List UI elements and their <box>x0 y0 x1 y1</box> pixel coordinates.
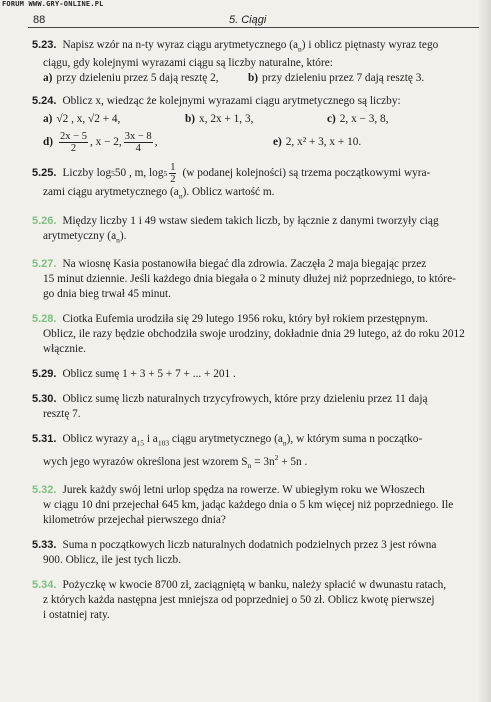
exercise-text: resztę 7. <box>43 407 81 420</box>
exercise-text: w ciągu 10 dni przejechał 645 km, jadąc każdego dnia o 5 km więcej niż poprzedniego. Ile <box>43 499 454 512</box>
exercise-text: ciągu, gdy kolejnymi wyrazami ciągu są liczby naturalne, które: <box>43 57 333 70</box>
exercise-text: Oblicz wyrazy a <box>62 432 137 445</box>
exercise-text: 15 minut dziennie. Jeśli każdego dnia biegała o 2 minuty dłużej niż poprzedniego, to które- <box>43 272 456 285</box>
exercise-5-30 <box>32 392 475 422</box>
exercise-text: i ostatniej raty. <box>43 609 110 622</box>
fraction: $\frac{2x - 5}{2}$ <box>60 131 87 155</box>
exercise-number: 5.26. <box>32 214 57 227</box>
exercise-text: z których każda następna jest mniejsza od poprzedniej o 50 zł. Oblicz kwotę pierwszej <box>43 594 435 607</box>
exercise-5-26 <box>32 214 475 247</box>
chapter-title: 5. Ciągi <box>229 14 267 26</box>
exercise-number: 5.32. <box>32 484 57 497</box>
page-header <box>0 13 491 27</box>
option-text: √2 , x, √2 + 4, <box>56 113 121 126</box>
subscript: n <box>282 438 287 447</box>
exercise-text: arytmetyczny (a <box>43 229 117 242</box>
exercise-text: 900. Oblicz, ile jest tych liczb. <box>43 554 182 567</box>
exercise-5-24 <box>32 94 475 154</box>
exercise-text: (w podanej kolejności) są trzema początkowymi wyra- <box>182 167 431 180</box>
page-number: 88 <box>33 14 46 26</box>
exercise-text: ciągu arytmetycznego (a <box>169 432 283 445</box>
option-label: c) <box>327 113 336 126</box>
exercise-text: go dnia bieg trwał 45 minut. <box>43 287 172 300</box>
exercise-text: 50 , m, log <box>114 167 164 180</box>
superscript: 2 <box>274 453 279 462</box>
exercise-list <box>32 38 475 631</box>
option-text: , x − 2, <box>89 136 122 149</box>
exercise-5-32 <box>32 483 475 528</box>
exercise-text: włącznie. <box>43 342 86 355</box>
exercise-number: 5.28. <box>32 312 57 325</box>
header-rule <box>28 27 479 28</box>
exercise-text: ), w którym suma n początko- <box>286 432 423 445</box>
option-text: przy dzieleniu przez 7 dają resztę 3. <box>262 72 425 85</box>
exercise-text: wych jego wyrazów określona jest wzorem S <box>43 455 248 468</box>
subscript: 103 <box>157 438 170 447</box>
option-label: b) <box>185 113 196 126</box>
exercise-5-25 <box>32 162 475 203</box>
exercise-text: Między liczby 1 i 49 wstaw siedem takich liczb, by łącznie z danymi tworzyły ciąg <box>62 214 439 227</box>
subscript: 15 <box>136 438 144 447</box>
subscript: n <box>298 44 302 54</box>
exercise-text: Oblicz, ile razy będzie obchodziła swoje urodziny, dokładnie dnia 29 lutego, aż do roku 2012 <box>43 327 465 340</box>
exercise-5-31 <box>32 432 475 473</box>
exercise-text: + 5n . <box>278 455 308 468</box>
fraction: $\frac{3x - 8}{4}$ <box>124 131 152 155</box>
exercise-text: Suma n początkowych liczb naturalnych dodatnich podzielnych przez 3 jest równa <box>62 539 437 552</box>
option-text: x, 2x + 1, 3, <box>199 113 254 126</box>
option-text: przy dzieleniu przez 5 dają resztę 2, <box>56 72 219 85</box>
exercise-text: Liczby log <box>62 167 112 180</box>
exercise-text: Jurek każdy swój letni urlop spędza na rowerze. W ubiegłym roku we Włoszech <box>62 484 425 497</box>
exercise-number: 5.27. <box>32 257 57 270</box>
exercise-text: kilometrów przejechał pierwszego dnia? <box>43 514 226 527</box>
exercise-5-33 <box>32 538 475 568</box>
option-text: 2, x − 3, 8, <box>339 113 389 126</box>
exercise-number: 5.34. <box>32 579 57 592</box>
option-label: a) <box>43 113 53 126</box>
exercise-text: i a <box>144 432 158 445</box>
exercise-5-29 <box>32 367 475 382</box>
exercise-number: 5.33. <box>32 539 57 552</box>
exercise-text: zami ciągu arytmetycznego (a <box>43 186 179 199</box>
exercise-text: = 3n <box>251 455 275 468</box>
exercise-text: Oblicz sumę liczb naturalnych trzycyfrowych, które przy dzieleniu przez 11 dają <box>62 392 428 405</box>
exercise-text: ) i oblicz piętnasty wyraz tego <box>301 39 439 51</box>
exercise-number: 5.25. <box>32 167 57 180</box>
exercise-5-27 <box>32 257 475 302</box>
exercise-number: 5.29. <box>32 367 57 380</box>
exercise-number: 5.31. <box>32 432 57 445</box>
exercise-text: ). <box>119 229 127 242</box>
option-label: e) <box>273 136 282 149</box>
fraction: $\frac{1}{2}$ <box>170 162 176 186</box>
exercise-text: Napisz wzór na n-ty wyraz ciągu arytmetycznego (a <box>62 39 299 51</box>
exercise-5-28 <box>32 312 475 357</box>
subscript: 5 <box>163 169 168 179</box>
exercise-text: Ciotka Eufemia urodziła się 29 lutego 1956 roku, który był rokiem przestępnym. <box>62 312 428 325</box>
subscript: n <box>178 191 183 201</box>
exercise-text: Oblicz x, wiedząc że kolejnymi wyrazami ciągu arytmetycznego są liczby: <box>62 95 401 108</box>
exercise-text: Oblicz sumę 1 + 3 + 5 + 7 + ... + 201 . <box>62 367 236 380</box>
exercise-number: 5.23. <box>32 39 57 51</box>
exercise-text: ). Oblicz wartość m. <box>182 186 275 199</box>
exercise-number: 5.24. <box>32 95 57 108</box>
exercise-number: 5.30. <box>32 392 57 405</box>
exercise-text: Pożyczkę w kwocie 8700 zł, zaciągniętą w banku, należy spłacić w dwunastu ratach, <box>62 579 447 592</box>
option-label: a) <box>43 72 53 85</box>
subscript: 5 <box>111 169 115 179</box>
exercise-5-23 <box>32 38 475 86</box>
watermark: FORUM WWW.GRY-ONLINE.PL <box>2 0 104 8</box>
option-text: 2, x² + 3, x + 10. <box>285 136 362 149</box>
option-text: , <box>154 136 158 149</box>
option-label: b) <box>248 72 259 85</box>
subscript: n <box>116 234 120 244</box>
exercise-5-34 <box>32 578 475 623</box>
option-label: d) <box>43 136 54 149</box>
subscript: n <box>247 461 252 471</box>
exercise-text: Na wiosnę Kasia postanowiła biegać dla zdrowia. Zaczęła 2 maja biegając przez <box>62 257 427 270</box>
page-gutter-shadow <box>477 0 491 702</box>
